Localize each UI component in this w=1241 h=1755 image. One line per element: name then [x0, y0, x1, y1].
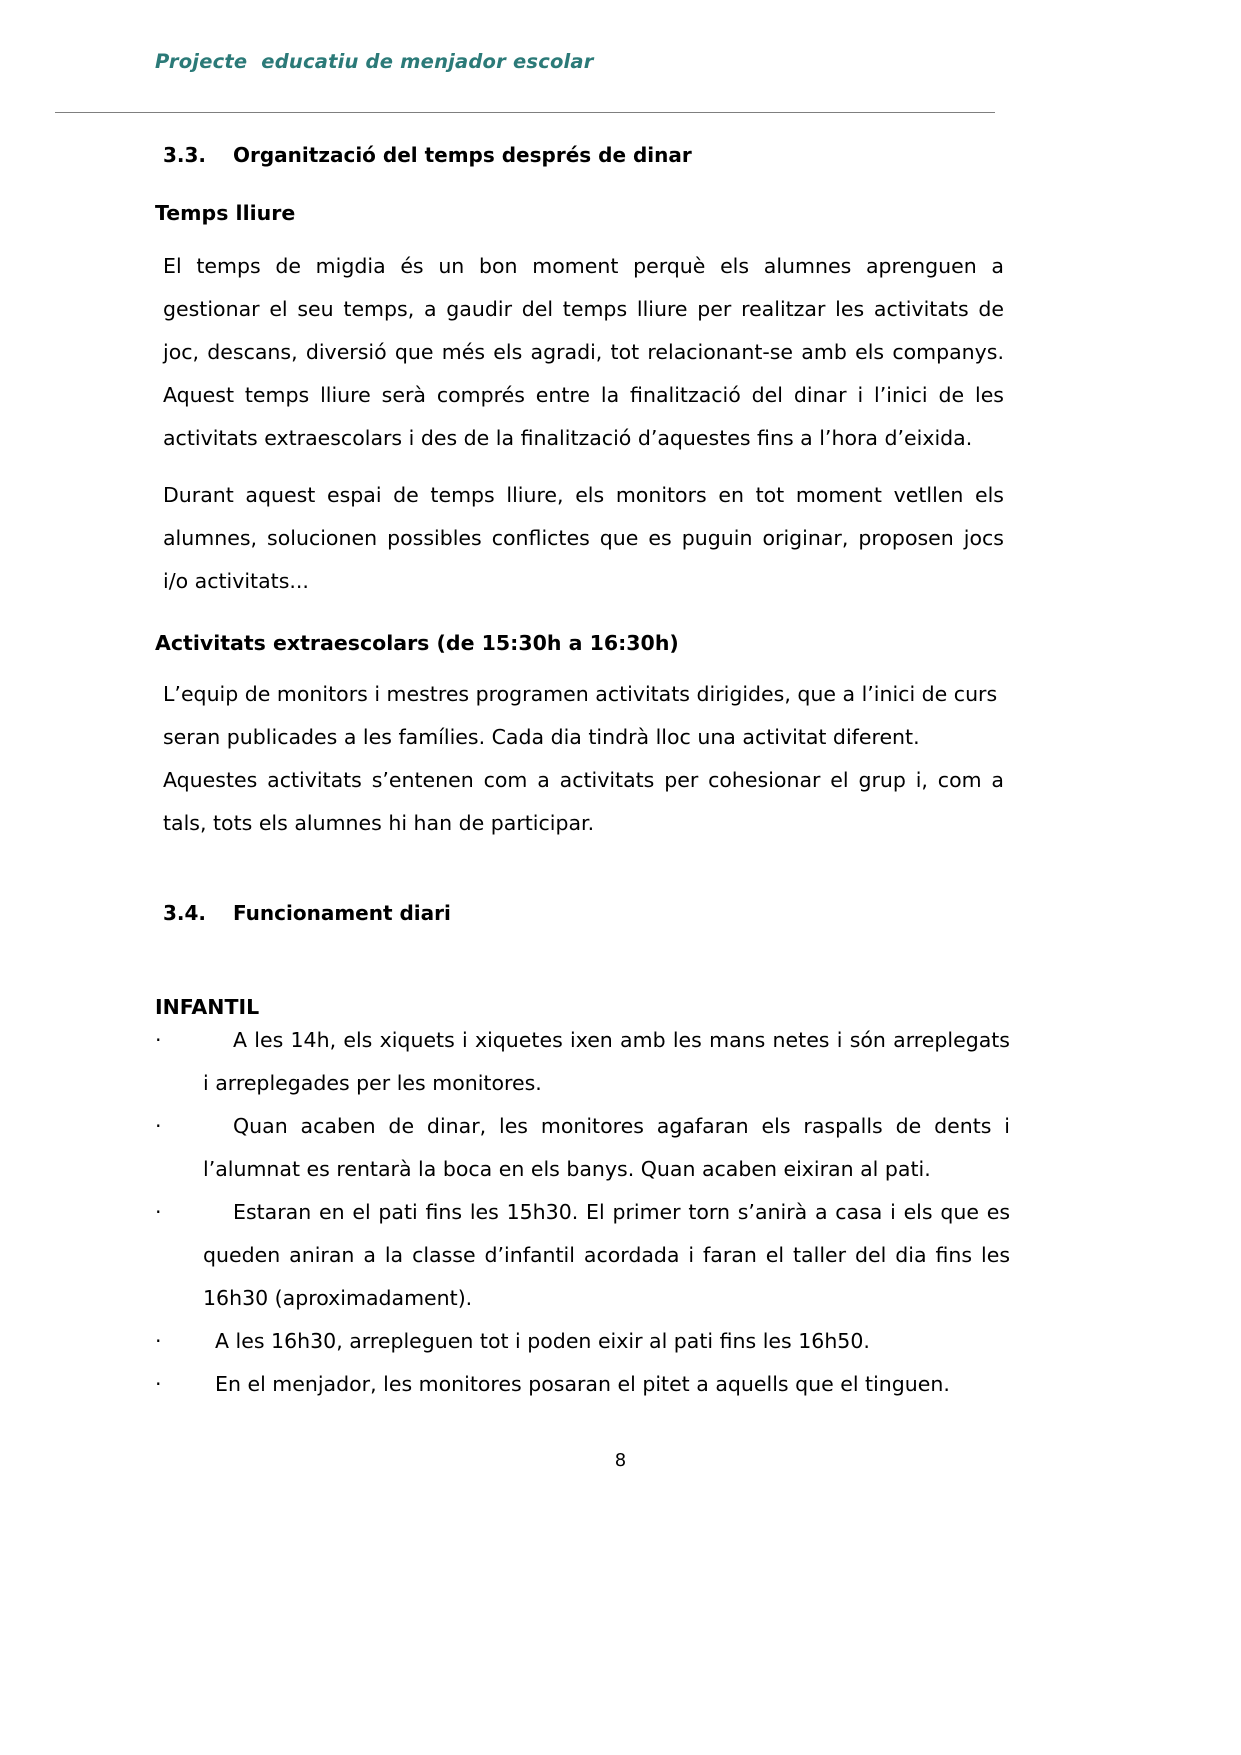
page-header: [155, 50, 1090, 73]
subheading-activitats-extraescolars: Activitats extraescolars (de 15:30h a 16:30h): [155, 631, 679, 655]
header-title: Projecte educatiu de menjador escolar: [155, 50, 594, 73]
subheading-infantil: INFANTIL: [155, 995, 260, 1019]
spacer: [155, 655, 1010, 673]
spacer: [155, 603, 1010, 631]
bullet-dot-icon: ·: [155, 1114, 162, 1138]
list-item: [155, 1019, 1010, 1105]
spacer: [155, 167, 1010, 201]
spacer: [155, 460, 1010, 474]
spacer: [155, 925, 1010, 995]
paragraph-activitats-2: Aquestes activitats s’entenen com a activitats per cohesionar el grup i, com a tals, tots els alumnes hi han de participar.: [163, 768, 1004, 835]
section-number-3-4: 3.4.: [163, 901, 207, 925]
spacer: [155, 225, 1010, 245]
section-heading-3-4: [163, 901, 1010, 925]
section-heading-3-3: [163, 143, 1010, 167]
bullet-dot-icon: ·: [155, 1200, 162, 1224]
section-number-3-3: 3.3.: [163, 143, 207, 167]
paragraph-activitats-1: L’equip de monitors i mestres programen activitats dirigides, que a l’inici de curs seran publicades a les famílies. Cada dia tindrà lloc una activitat diferent.: [163, 682, 998, 749]
paragraph-temps-lliure-1: El temps de migdia és un bon moment perquè els alumnes aprenguen a gestionar el seu temps, a gaudir del temps lliure per realitzar les activitats de joc, descans, diversió que més els agradi, tot relacionant-se amb els companys. Aquest temps lliure serà comprés entre la finalització del dinar i l’inici de les activitats extraescolars i des de la finalització d’aquestes fins a l’hora d’eixida.: [163, 254, 1004, 450]
infantil-bullet-list: [155, 1019, 1010, 1406]
list-item-text: A les 14h, els xiquets i xiquetes ixen amb les mans netes i són arreplegats i arreplegades per les monitores.: [203, 1028, 1010, 1095]
bullet-dot-icon: ·: [155, 1372, 162, 1396]
section-title-3-3: Organització del temps després de dinar: [233, 143, 692, 167]
header-divider: [55, 112, 995, 113]
list-item: [155, 1191, 1010, 1320]
list-item-text: En el menjador, les monitores posaran el pitet a aquells que el tinguen.: [215, 1372, 950, 1396]
document-body: [155, 143, 1010, 1406]
section-title-3-4: Funcionament diari: [233, 901, 451, 925]
spacer: [155, 845, 1010, 901]
page-number: 8: [614, 1450, 627, 1471]
list-item: [155, 1105, 1010, 1191]
list-item-text: Quan acaben de dinar, les monitores agafaran els raspalls de dents i l’alumnat es rentarà la boca en els banys. Quan acaben eixiran al pati.: [203, 1114, 1010, 1181]
subheading-temps-lliure: Temps lliure: [155, 201, 296, 225]
page-footer: [0, 1450, 1241, 1471]
list-item: [155, 1320, 1010, 1363]
list-item: [155, 1363, 1010, 1406]
paragraph-temps-lliure-2: Durant aquest espai de temps lliure, els monitors en tot moment vetllen els alumnes, solucionen possibles conflictes que es puguin originar, proposen jocs i/o activitats...: [163, 483, 1004, 593]
bullet-dot-icon: ·: [155, 1028, 162, 1052]
list-item-text: A les 16h30, arrepleguen tot i poden eixir al pati fins les 16h50.: [215, 1329, 870, 1353]
list-item-text: Estaran en el pati fins les 15h30. El primer torn s’anirà a casa i els que es queden aniran a la classe d’infantil acordada i faran el taller del dia fins les 16h30 (aproximadament).: [203, 1200, 1010, 1310]
bullet-dot-icon: ·: [155, 1329, 162, 1353]
